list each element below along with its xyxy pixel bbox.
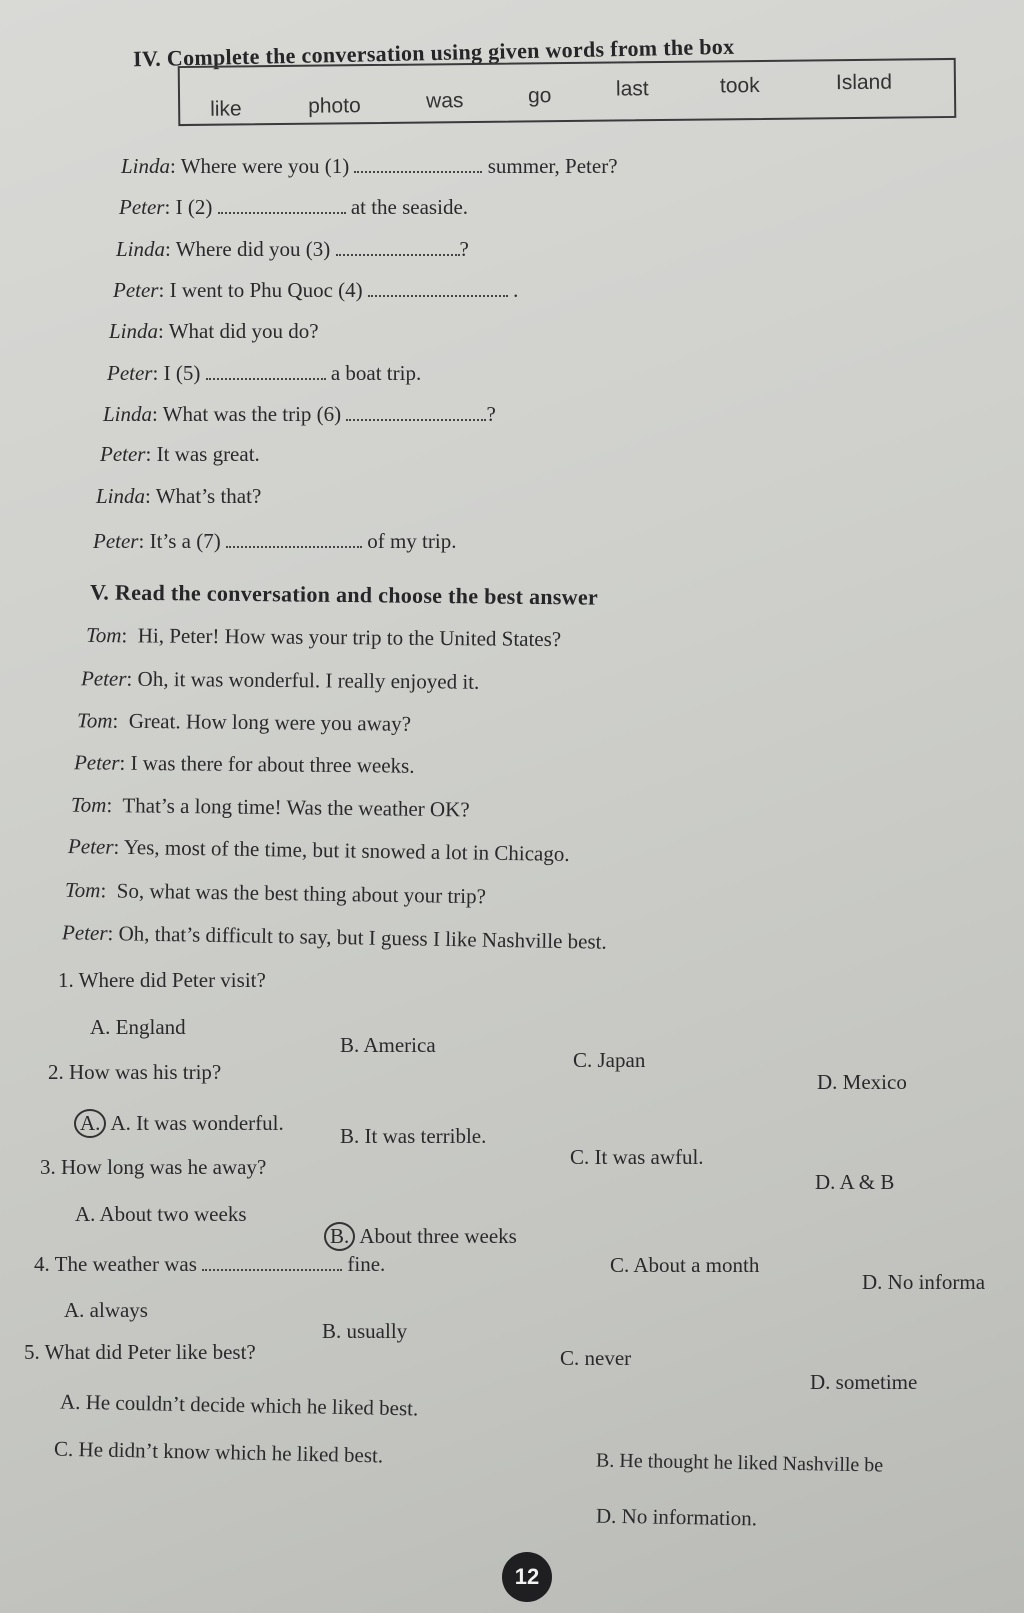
blank-7[interactable] [226,527,362,548]
q5-option-b[interactable]: B. He thought he liked Nashville be [595,1449,884,1477]
page-number-badge: 12 [502,1552,552,1602]
q3-option-b[interactable] [330,1222,517,1251]
selected-answer-circle: B. [324,1222,355,1251]
conv4-line-5: Linda: What did you do? [109,319,319,343]
q2-option-a[interactable] [80,1109,284,1138]
blank-q4[interactable] [202,1250,342,1271]
q2-option-c[interactable]: C. It was awful. [570,1145,704,1169]
q5-option-c[interactable]: C. He didn’t know which he liked best. [53,1436,384,1468]
word-island: Island [835,70,893,95]
blank-1[interactable] [354,152,482,173]
section-5-heading: V. Read the conversation and choose the best answer [89,579,599,610]
question-4: 4. The weather was fine. [34,1251,386,1276]
q5-option-d[interactable]: D. No information. [595,1503,758,1531]
conv4-line-8: Peter: It was great. [100,442,260,466]
blank-2[interactable] [218,193,346,214]
q3-option-a[interactable]: A. About two weeks [75,1202,247,1226]
q1-option-b[interactable]: B. America [340,1033,436,1057]
q4-option-d[interactable]: D. sometime [810,1370,918,1394]
word-box [178,58,957,126]
conv4-line-2: Peter: I (2) at the seaside. [119,194,469,219]
conv5-line-3: Tom: Great. How long were you away? [76,708,412,736]
q4-option-a[interactable]: A. always [64,1298,148,1322]
blank-3[interactable] [336,235,460,256]
q2-option-d[interactable]: D. A & B [815,1170,895,1194]
conv4-line-6: Peter: I (5) a boat trip. [107,360,422,385]
q3-option-c[interactable]: C. About a month [610,1253,760,1277]
conv4-line-10: Peter: It’s a (7) of my trip. [93,528,457,553]
conv4-line-4: Peter: I went to Phu Quoc (4) . [113,277,519,302]
blank-6[interactable] [346,400,486,421]
q1-option-a[interactable]: A. England [90,1015,186,1039]
q1-option-d[interactable]: D. Mexico [817,1070,907,1094]
conv4-line-1: Linda: Where were you (1) summer, Peter? [121,153,618,178]
blank-5[interactable] [206,359,326,380]
word-like: like [210,97,242,121]
q4-option-c[interactable]: C. never [560,1346,632,1370]
conv5-line-1: Tom: Hi, Peter! How was your trip to the United States? [85,622,562,652]
question-3: 3. How long was he away? [40,1155,267,1179]
question-2: 2. How was his trip? [48,1060,222,1084]
conv5-line-4: Peter: I was there for about three weeks. [73,750,415,778]
conv4-line-7: Linda: What was the trip (6) ? [103,401,496,426]
q3-option-b-text: About three weeks [359,1224,517,1248]
section-4-heading: IV. Complete the conversation using given words from the box [132,33,735,72]
blank-4[interactable] [368,276,508,297]
word-was: was [425,89,464,113]
conv5-line-5: Tom: That’s a long time! Was the weather OK? [70,792,470,822]
conv5-line-7: Tom: So, what was the best thing about your trip? [64,877,487,909]
word-last: last [615,77,649,101]
q3-option-d[interactable]: D. No informa [862,1270,986,1294]
question-5: 5. What did Peter like best? [24,1340,256,1364]
question-1: 1. Where did Peter visit? [58,968,266,992]
q4-option-b[interactable]: B. usually [322,1319,408,1343]
q5-option-a[interactable]: A. He couldn’t decide which he liked best. [59,1389,419,1421]
conv5-line-8: Peter: Oh, that’s difficult to say, but I guess I like Nashville best. [61,920,607,954]
conv4-line-9: Linda: What’s that? [96,484,262,508]
q2-option-b[interactable]: B. It was terrible. [340,1124,487,1148]
word-go: go [527,84,552,108]
selected-answer-circle: A. [74,1109,106,1138]
q1-option-c[interactable]: C. Japan [573,1048,646,1072]
word-took: took [719,73,760,98]
conv5-line-6: Peter: Yes, most of the time, but it snowed a lot in Chicago. [67,834,570,866]
conv4-line-3: Linda: Where did you (3) ? [116,236,469,261]
word-photo: photo [308,94,361,118]
q2-option-a-text: A. It was wonderful. [110,1111,284,1135]
conv5-line-2: Peter: Oh, it was wonderful. I really enjoyed it. [80,666,480,694]
